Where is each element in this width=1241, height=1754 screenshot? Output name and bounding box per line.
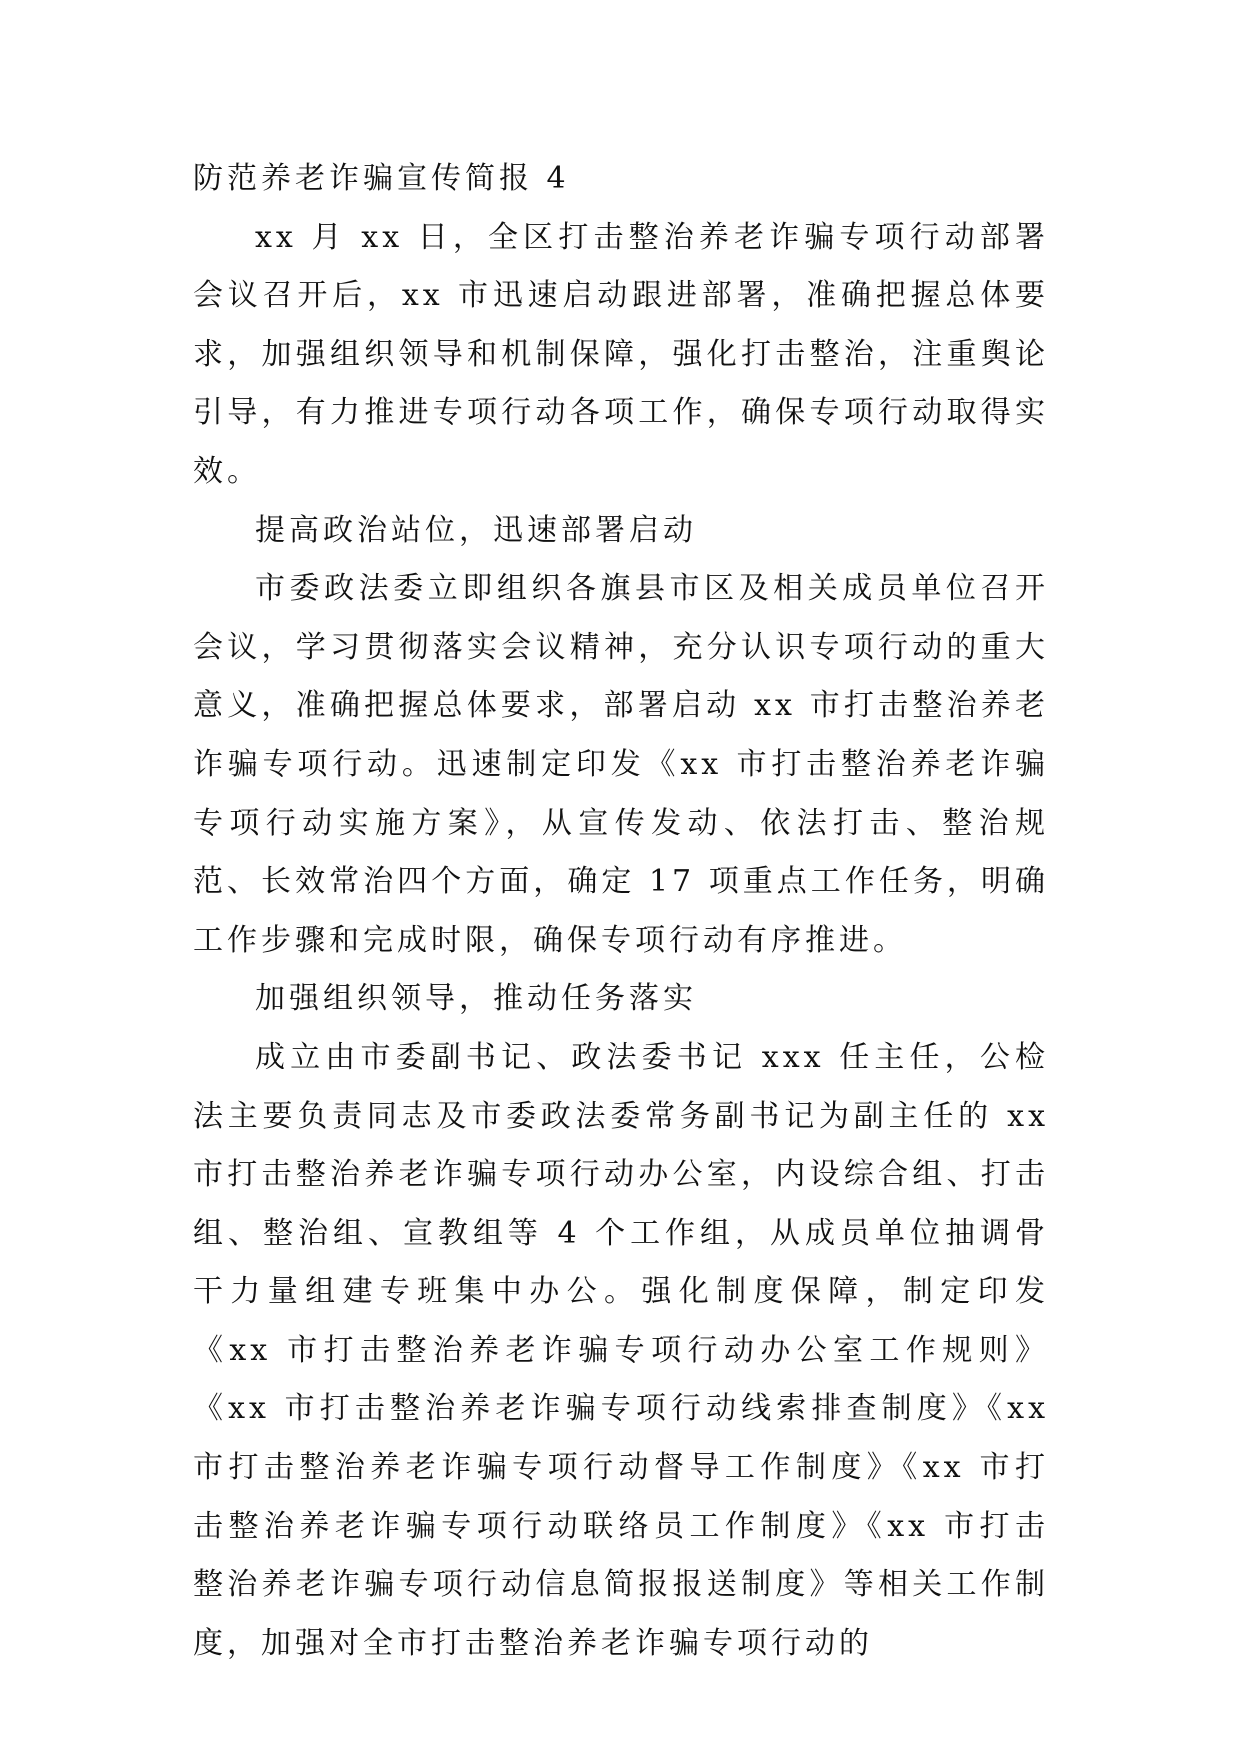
section-heading-political-stance: 提高政治站位，迅速部署启动 bbox=[255, 512, 697, 548]
political-stance-paragraph: 市委政法委立即组织各旗县市区及相关成员单位召开会议，学习贯彻落实会议精神，充分认识专项行动的重大意义，准确把握总体要求，部署启动 xx 市打击整治养老诈骗专项行动。迅速制定印发《xx 市打击整治养老诈骗专项行动实施方案》，从宣传发动、依法打击、整治规范、长效常治四个方面，确定 17 项重点工作任务，明确工作步骤和完成时限，确保专项行动有序推进。 bbox=[193, 571, 1049, 958]
section-heading-organization: 加强组织领导，推动任务落实 bbox=[255, 981, 697, 1017]
intro-paragraph: xx 月 xx 日，全区打击整治养老诈骗专项行动部署会议召开后，xx 市迅速启动跟进部署，准确把握总体要求，加强组织领导和机制保障，强化打击整治，注重舆论引导，有力推进专项行动各项工作，确保专项行动取得实效。 bbox=[193, 219, 1049, 489]
organization-paragraph: 成立由市委副书记、政法委书记 xxx 任主任，公检法主要负责同志及市委政法委常务副书记为副主任的 xx 市打击整治养老诈骗专项行动办公室，内设综合组、打击组、整治组、宣教组等 4 个工作组，从成员单位抽调骨干力量组建专班集中办公。强化制度保障，制定印发《xx 市打击整治养老诈骗专项行动办公室工作规则》《xx 市打击整治养老诈骗专项行动线索排查制度》《xx 市打击整治养老诈骗专项行动督导工作制度》《xx 市打击整治养老诈骗专项行动联络员工作制度》《xx 市打击整治养老诈骗专项行动信息简报报送制度》等相关工作制度，加强对全市打击整治养老诈骗专项行动的 bbox=[193, 1039, 1049, 1661]
document-title: 防范养老诈骗宣传简报 4 bbox=[193, 161, 570, 196]
document-page bbox=[193, 150, 1049, 1673]
